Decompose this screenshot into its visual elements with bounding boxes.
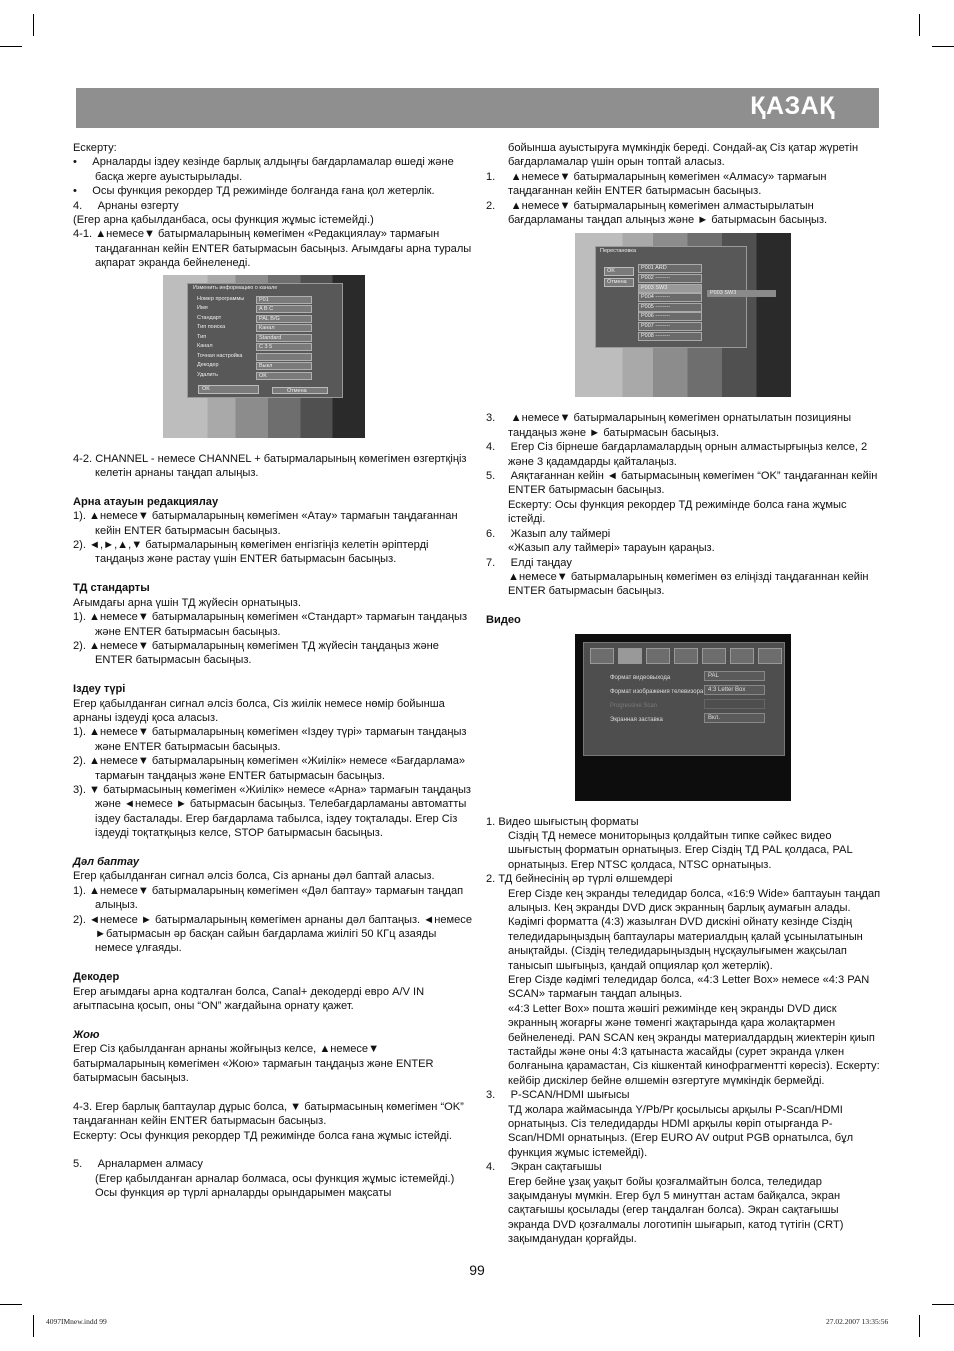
crop-mark <box>0 46 22 47</box>
text-line: 2). ▲немесе▼ батырмаларының көмегімен ТД жүйесін таңдаңыз және ENTER батырмасын басыңыз. <box>73 639 439 667</box>
osd-field-label: Декодер <box>197 362 219 369</box>
text-line: 1). ▲немесе▼ батырмаларының көмегімен «Іздеу түрі» тармағын таңдаңыз және ENTER батырмасын басыңыз. <box>73 726 467 753</box>
channel-list-item: P003 SW3 <box>638 284 702 293</box>
osd-field-row <box>194 315 336 322</box>
osd-field-value: OK <box>256 372 312 380</box>
text-line: Егер Сізде кең экранды теледидар болса, «16:9 Wide» баптауын таңдап алыңыз. Кең экранды DVD диск экранның барлық аумағын алады. Кәдімгі форматта (4:3) жазылған DVD дискіні ойнату кезінде Сіздің теледидарыңыздың баптаулары материалдың қалай ұсынылатынын анықтайды. (Сіздің теледидарыңыздың нұсқаулығымен жақсылап танысып шығыңыз, қандай опциялар қол жетерлік). <box>508 887 881 972</box>
page-title: ҚАЗАҚ <box>750 92 835 120</box>
text-line: Осы функция әр түрлі арналарды орындарымен мақсаты <box>95 1187 392 1200</box>
swap-screenshot <box>575 233 791 397</box>
paragraph-spacer <box>486 599 881 613</box>
paragraph-spacer <box>73 956 473 970</box>
crop-mark <box>932 1304 954 1305</box>
text-line: 5. Арналармен алмасу <box>73 1158 203 1171</box>
paragraph-spacer <box>73 567 473 581</box>
text-line: 2. ▲немесе▼ батырмаларының көмегімен алмастырылатын бағдарламаны таңдап алыңыз және ► батырмасын басыңыз. <box>486 199 828 227</box>
osd-field-row <box>194 296 336 303</box>
section-heading: Видео <box>486 614 521 627</box>
text-line: Егер бейне ұзақ уақыт бойы қозғалмайтын болса, теледидар зақымдануы мүмкін. Егер бұл 5 минуттан астам байқалса, экран сақтағышы қосылады (егер таңдалған болса). Экран сақтағышы экранда DVD қозғалмалы логотипін шығарып, катод түтігін (CRT) зақымданудан қорғайды. <box>508 1175 844 1246</box>
osd-field-value: Standard <box>256 334 312 342</box>
text-line: 2). ▲немесе▼ батырмаларының көмегімен «Жиілік» немесе «Бағдарлама» тармағын таңдаңыз және ENTER батырмасын басыңыз. <box>73 755 466 782</box>
text-line: ▲немесе▼ батырмаларының көмегімен өз еліңізді таңдағаннан кейін ENTER батырмасын басыңыз. <box>508 570 869 598</box>
channel-list-item: P006 -------- <box>638 312 702 321</box>
osd-cancel-button: Отмена <box>272 387 328 394</box>
osd-field-label: Тип <box>197 333 207 340</box>
footer-file-info: 4097IMnew.indd 99 <box>46 1317 107 1326</box>
paragraph-spacer <box>73 668 473 682</box>
text-line: «Жазып алу таймері» тарауын қараңыз. <box>508 542 715 555</box>
text-line: 3. P-SCAN/HDMI шығысы <box>486 1089 630 1102</box>
text-line: Егер Сізде кәдімгі теледидар болса, «4:3 Letter Box» немесе «4:3 PAN SCAN» тармағын таңдап алыңыз. <box>508 973 870 1001</box>
osd-field-label: Тип поиска <box>197 324 226 331</box>
section-heading: Жою <box>73 1028 100 1041</box>
osd-field-label: Номер программы <box>197 295 245 302</box>
video-tab-icon <box>618 648 642 664</box>
text-line: • Осы функция рекордер ТД режимінде болғанда ғана қол жетерлік. <box>73 185 435 198</box>
osd-ok-button: OK <box>604 267 634 276</box>
channel-list-item: P002 -------- <box>638 274 702 283</box>
crop-mark <box>932 46 954 47</box>
osd-field-label: Имя <box>197 305 208 312</box>
setup-tab-icon <box>758 648 782 664</box>
text-line: (Егер қабылданған арналар болмаса, осы функция жұмыс істемейді.) <box>95 1172 455 1185</box>
text-line: «4:3 Letter Box» пошта жәшігі режимінде кең экранды DVD диск экранның жоғарғы және төменгі жақтарында қара жолақтармен бейнеленеді. PAN SCAN кең экранды материалдардың жиектерін қиып тастайды және оны 4:3 қатынаста жасайды (сурет экранда үлкен болғанына қарамастан, Сіз кішкентай кинофрагментті көресіз). Ескерту: кейбір дискілер бейне өлшемін өзгертуге мүмкіндік бермейді. <box>508 1002 880 1087</box>
osd-field-row <box>194 334 336 341</box>
general-tab-icon <box>590 648 614 664</box>
section-heading: Арна атауын редакциялау <box>73 495 219 508</box>
osd-field-value <box>256 353 312 361</box>
osd-title: Изменить информацию о канале <box>193 284 278 291</box>
channel-list-item: P005 -------- <box>638 303 702 312</box>
osd-title: Перестановка <box>600 248 636 255</box>
crop-mark <box>919 1315 920 1337</box>
osd-field-value: PAL B/G <box>256 315 312 323</box>
text-line: 3). ▼ батырмасының көмегімен «Жиілік» немесе «Арна» тармағын таңдаңыз және ◄немесе ► батырмасын басыңыз. Телебағдарламаны автоматты іздеу басталады. Егер бағдарлама табылса, іздеу тоқталады. Егер Сіз іздеуді тоқтатқыңыз келсе, STOP батырмасын басыңыз. <box>73 783 472 840</box>
paragraph-spacer <box>73 841 473 855</box>
text-line: 4-3. Егер барлық баптаулар дұрыс болса, ▼ батырмасының көмегімен “OK” таңдағаннан кейін ENTER батырмасын басыңыз. <box>73 1100 464 1128</box>
right-column <box>486 141 881 1247</box>
left-column <box>73 141 473 1201</box>
video-setting-label: Формат изображения телевизора <box>610 688 704 695</box>
text-line: 3. ▲немесе▼ батырмаларының көмегімен орнатылатын позицияны таңдаңыз және ► батырмасын басыңыз. <box>486 412 852 439</box>
paragraph-spacer <box>73 1085 473 1099</box>
osd-field-label: Точная настройка <box>197 352 243 359</box>
language-tab-icon <box>674 648 698 664</box>
paragraph-spacer <box>73 1143 473 1157</box>
section-header-bar <box>76 88 879 128</box>
channel-list-item: P004 -------- <box>638 293 702 302</box>
text-line: 2). ◄,►,▲,▼ батырмаларының көмегімен енгізгіңіз келетін әріптерді таңдаңыз және растау үшін ENTER батырмасын басыңыз. <box>73 539 429 566</box>
text-line: 1). ▲немесе▼ батырмаларының көмегімен «Дәл баптау» тармағын таңдап алыңыз. <box>73 884 464 912</box>
crop-mark <box>33 1315 34 1337</box>
video-settings-screenshot <box>575 634 791 801</box>
text-line: Ескерту: Осы функция рекордер ТД режимінде болса ғана жұмыс істейді. <box>73 1129 452 1142</box>
video-setting-label: Формат видеовыхода <box>610 674 671 681</box>
selected-channel-label: P003 SW3 <box>707 290 776 297</box>
osd-field-value: Канал <box>256 324 312 332</box>
osd-field-row <box>194 362 336 369</box>
text-line: 5. Аяқтағаннан кейін ◄ батырмасының көмегімен “OK” таңдағаннан кейін ENTER батырмасын басыңыз. <box>486 470 878 497</box>
text-line: Ағымдағы арна үшін ТД жүйесін орнатыңыз. <box>73 596 301 609</box>
osd-field-row <box>194 305 336 312</box>
video-setting-label: Экранная заставка <box>610 716 663 723</box>
osd-field-row <box>194 343 336 350</box>
paragraph-spacer <box>73 1013 473 1027</box>
text-line: 2. ТД бейнесінің әр түрлі өлшемдері <box>486 873 673 886</box>
crop-mark <box>33 14 34 36</box>
crop-mark <box>0 1304 22 1305</box>
text-line: 4. Экран сақтағышы <box>486 1161 602 1174</box>
osd-field-row <box>194 324 336 331</box>
text-line: Ескерту: <box>73 142 117 154</box>
osd-field-value: P01 <box>256 296 312 304</box>
channel-list-item: P008 -------- <box>638 332 702 341</box>
text-line: • Арналарды іздеу кезінде барлық алдыңғы бағдарламалар өшеді және басқа жерге ауыстырылады. <box>73 156 454 183</box>
text-line: 2). ◄немесе ► батырмаларының көмегімен арнаны дәл баптаңыз. ◄немесе ►батырмасын әр басқан сайын бағдарлама жиілігі 50 КГц азаяды немесе ұлғаяды. <box>73 913 473 955</box>
text-line: 4. Арнаны өзгерту <box>73 199 179 212</box>
text-line: (Егер арна қабылданбаса, осы функция жұмыс істемейді.) <box>73 214 374 227</box>
video-setting-value: PAL <box>704 671 765 681</box>
text-line: 6. Жазып алу таймері <box>486 527 611 540</box>
footer-timestamp: 27.02.2007 13:35:56 <box>826 1317 889 1326</box>
crop-mark <box>919 14 920 36</box>
text-line: Ескерту: Осы функция рекордер ТД режимінде болса ғана жұмыс істейді. <box>508 498 847 526</box>
section-heading: ТД стандарты <box>73 582 150 595</box>
osd-field-value: A B C <box>256 305 312 313</box>
video-setting-value <box>704 699 765 709</box>
text-line: 7. Елді таңдау <box>486 556 572 569</box>
osd-field-value: Выкл <box>256 362 312 370</box>
text-line: Егер Сіз қабылданған арнаны жойғыңыз келсе, ▲немесе▼ батырмаларының көмегімен «Жою» тармағын таңдаңыз және ENTER батырмасын басыңыз. <box>73 1043 434 1085</box>
page-number: 99 <box>469 1262 485 1278</box>
channel-list-item: P001 ARD <box>638 264 702 273</box>
section-heading: Декодер <box>73 971 120 984</box>
text-line: 1). ▲немесе▼ батырмаларының көмегімен «Атау» тармағын таңдағаннан кейін ENTER батырмасын басыңыз. <box>73 510 458 537</box>
text-line: 4. Егер Сіз бірнеше бағдарламалардың орнын алмастырғыңыз келсе, 2 және 3 қадамдарды қайталаңыз. <box>486 441 868 468</box>
channel-list-item: P007 -------- <box>638 322 702 331</box>
text-line: Егер қабылданған сигнал әлсіз болса, Сіз жиілік немесе нөмір бойынша арнаны іздеуді қоса аласыз. <box>73 697 445 724</box>
text-line: 1. ▲немесе▼ батырмаларының көмегімен «Алмасу» тармағын таңдағаннан кейін ENTER батырмасын басыңыз. <box>486 170 827 198</box>
text-line: Сіздің ТД немесе мониторыңыз қолдайтын типке сәйкес видео шығыстың форматын орнатыңыз. Егер Сіздің ТД PAL қолдаса, PAL орнатыңыз. Егер NTSC қолдаса, NTSC орнатыңыз. <box>508 829 853 871</box>
osd-field-label: Стандарт <box>197 314 222 321</box>
text-line: бойынша ауыстыруға мүмкіндік береді. Сондай-ақ Сіз қатар жүретін бағдарламалар үшін орын топтай аласыз. <box>508 142 859 169</box>
text-line: 1. Видео шығыстың форматы <box>486 815 639 828</box>
paragraph-spacer <box>73 480 473 494</box>
video-setting-label: Progressive Scan <box>610 702 658 709</box>
osd-field-value: C 3 5 <box>256 343 312 351</box>
audio-tab-icon <box>646 648 670 664</box>
video-setting-value: 4:3 Letter Box <box>704 685 765 695</box>
text-line: Егер қабылданған сигнал әлсіз болса, Сіз арнаны дәл баптай аласыз. <box>73 870 435 883</box>
text-line: ТД жолара жаймасында Y/Pb/Pr қосылысы арқылы P-Scan/HDMI орнатыңыз. Сіз теледидарды HDMI арқылы көріп отырғанда P-Scan/HDMI орнатыңыз. (Егер EURO AV output PGB орнатылса, бұл функция жұмыс істемейді). <box>508 1103 854 1159</box>
clock-tab-icon <box>730 648 754 664</box>
channel-edit-screenshot <box>163 275 365 438</box>
section-heading: Дәл баптау <box>73 855 140 868</box>
parental-tab-icon <box>702 648 726 664</box>
osd-field-label: Канал <box>197 343 213 350</box>
text-line: 4-1. ▲немесе▼ батырмаларының көмегімен «Редакциялау» тармағын таңдағаннан кейін ENTER батырмасын басыңыз. Ағымдағы арна туралы ақпарат экранда бейнеленеді. <box>73 228 472 270</box>
osd-field-label: Удалить <box>197 371 218 378</box>
osd-field-row <box>194 372 336 379</box>
video-setting-value: Вкл. <box>704 713 765 723</box>
section-heading: Іздеу түрі <box>73 683 126 696</box>
osd-cancel-button: Отмена <box>604 278 634 287</box>
osd-ok-button: OK <box>198 385 259 394</box>
text-line: Егер ағымдағы арна кодталған болса, Canal+ декодерді евро A/V IN ағытпасына қосып, оны “ON” жағдайына орнату қажет. <box>73 985 425 1013</box>
osd-field-row <box>194 353 336 360</box>
text-line: 1). ▲немесе▼ батырмаларының көмегімен «Стандарт» тармағын таңдаңыз және ENTER батырмасын басыңыз. <box>73 611 468 638</box>
text-line: 4-2. CHANNEL - немесе CHANNEL + батырмаларының көмегімен өзгертқіңіз келетін арнаны таңдап алыңыз. <box>73 452 467 480</box>
